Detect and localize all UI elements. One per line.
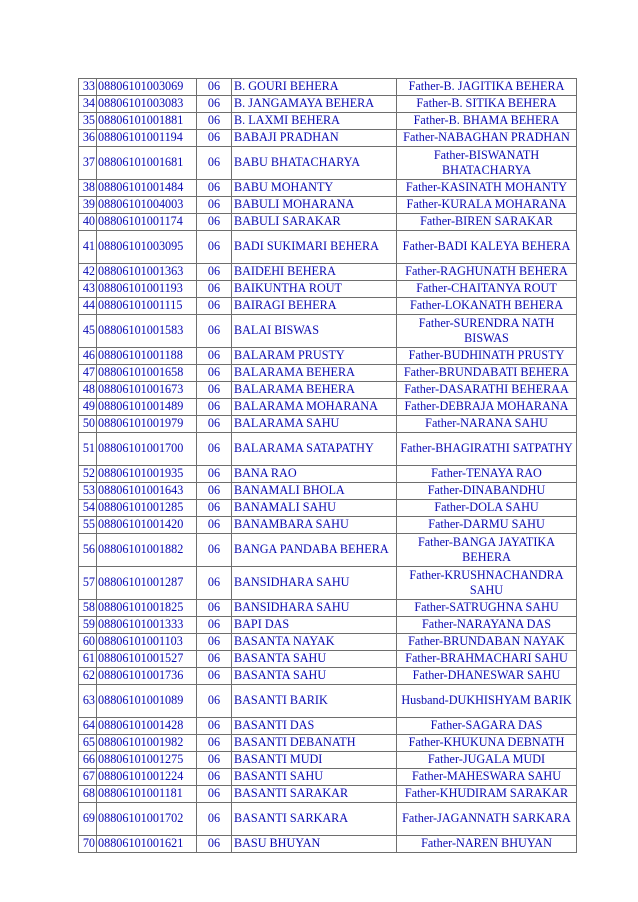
- beneficiary-code-cell: 08806101001420: [97, 517, 197, 534]
- beneficiary-code-cell: 08806101001428: [97, 718, 197, 735]
- beneficiary-name-cell: BABAJI PRADHAN: [232, 130, 397, 147]
- district-code-cell: 06: [197, 534, 232, 567]
- table-row: [79, 348, 577, 365]
- guardian-name-cell: Father-DHANESWAR SAHU: [397, 668, 577, 685]
- serial-number-cell: 53: [79, 483, 97, 500]
- beneficiary-code-cell: 08806101001825: [97, 600, 197, 617]
- beneficiary-name-cell: B. LAXMI BEHERA: [232, 113, 397, 130]
- serial-number-cell: 68: [79, 786, 97, 803]
- beneficiary-name-cell: BANSIDHARA SAHU: [232, 567, 397, 600]
- district-code-cell: 06: [197, 197, 232, 214]
- district-code-cell: 06: [197, 315, 232, 348]
- table-row: [79, 365, 577, 382]
- guardian-name-cell: Father-NARANA SAHU: [397, 416, 577, 433]
- serial-number-cell: 49: [79, 399, 97, 416]
- guardian-name-cell: Father-KRUSHNACHANDRA SAHU: [397, 567, 577, 600]
- beneficiary-name-cell: BASU BHUYAN: [232, 836, 397, 853]
- beneficiary-name-cell: B. JANGAMAYA BEHERA: [232, 96, 397, 113]
- beneficiary-name-cell: BALARAMA SAHU: [232, 416, 397, 433]
- guardian-name-cell: Father-DOLA SAHU: [397, 500, 577, 517]
- serial-number-cell: 70: [79, 836, 97, 853]
- beneficiary-code-cell: 08806101001224: [97, 769, 197, 786]
- district-code-cell: 06: [197, 752, 232, 769]
- beneficiary-name-cell: BALARAMA SATAPATHY: [232, 433, 397, 466]
- district-code-cell: 06: [197, 466, 232, 483]
- guardian-name-cell: Father-NABAGHAN PRADHAN: [397, 130, 577, 147]
- beneficiary-name-cell: BALARAM PRUSTY: [232, 348, 397, 365]
- beneficiary-code-cell: 08806101001174: [97, 214, 197, 231]
- guardian-name-cell: Father-CHAITANYA ROUT: [397, 281, 577, 298]
- district-code-cell: 06: [197, 180, 232, 197]
- district-code-cell: 06: [197, 517, 232, 534]
- serial-number-cell: 39: [79, 197, 97, 214]
- beneficiary-name-cell: BASANTA SAHU: [232, 668, 397, 685]
- district-code-cell: 06: [197, 365, 232, 382]
- beneficiary-code-cell: 08806101001188: [97, 348, 197, 365]
- guardian-name-cell: Father-DARMU SAHU: [397, 517, 577, 534]
- beneficiary-code-cell: 08806101001103: [97, 634, 197, 651]
- beneficiary-code-cell: 08806101001935: [97, 466, 197, 483]
- table-row: [79, 668, 577, 685]
- beneficiary-code-cell: 08806101001115: [97, 298, 197, 315]
- table-row: [79, 315, 577, 348]
- serial-number-cell: 42: [79, 264, 97, 281]
- district-code-cell: 06: [197, 399, 232, 416]
- table-row: [79, 803, 577, 836]
- table-row: [79, 79, 577, 96]
- beneficiary-name-cell: BALAI BISWAS: [232, 315, 397, 348]
- district-code-cell: 06: [197, 500, 232, 517]
- beneficiary-name-cell: BANAMBARA SAHU: [232, 517, 397, 534]
- beneficiary-code-cell: 08806101001194: [97, 130, 197, 147]
- beneficiary-name-cell: BAIDEHI BEHERA: [232, 264, 397, 281]
- table-row: [79, 433, 577, 466]
- serial-number-cell: 36: [79, 130, 97, 147]
- serial-number-cell: 69: [79, 803, 97, 836]
- beneficiary-name-cell: BANGA PANDABA BEHERA: [232, 534, 397, 567]
- beneficiary-code-cell: 08806101001527: [97, 651, 197, 668]
- guardian-name-cell: Father-KHUKUNA DEBNATH: [397, 735, 577, 752]
- guardian-name-cell: Father-JAGANNATH SARKARA: [397, 803, 577, 836]
- serial-number-cell: 60: [79, 634, 97, 651]
- district-code-cell: 06: [197, 786, 232, 803]
- guardian-name-cell: Father-BRUNDABAN NAYAK: [397, 634, 577, 651]
- guardian-name-cell: Father-B. JAGITIKA BEHERA: [397, 79, 577, 96]
- district-code-cell: 06: [197, 231, 232, 264]
- beneficiary-name-cell: BASANTI SAHU: [232, 769, 397, 786]
- serial-number-cell: 56: [79, 534, 97, 567]
- guardian-name-cell: Father-B. BHAMA BEHERA: [397, 113, 577, 130]
- district-code-cell: 06: [197, 433, 232, 466]
- district-code-cell: 06: [197, 634, 232, 651]
- serial-number-cell: 48: [79, 382, 97, 399]
- district-code-cell: 06: [197, 96, 232, 113]
- table-row: [79, 113, 577, 130]
- beneficiary-name-cell: BANAMALI SAHU: [232, 500, 397, 517]
- district-code-cell: 06: [197, 718, 232, 735]
- beneficiary-code-cell: 08806101001484: [97, 180, 197, 197]
- guardian-name-cell: Father-BADI KALEYA BEHERA: [397, 231, 577, 264]
- beneficiary-code-cell: 08806101001333: [97, 617, 197, 634]
- guardian-name-cell: Father-BIREN SARAKAR: [397, 214, 577, 231]
- serial-number-cell: 43: [79, 281, 97, 298]
- table-row: [79, 214, 577, 231]
- table-row: [79, 180, 577, 197]
- beneficiary-code-cell: 08806101003069: [97, 79, 197, 96]
- district-code-cell: 06: [197, 836, 232, 853]
- guardian-name-cell: Father-DINABANDHU: [397, 483, 577, 500]
- beneficiary-name-cell: BASANTI DAS: [232, 718, 397, 735]
- table-row: [79, 634, 577, 651]
- district-code-cell: 06: [197, 617, 232, 634]
- district-code-cell: 06: [197, 685, 232, 718]
- table-row: [79, 399, 577, 416]
- serial-number-cell: 46: [79, 348, 97, 365]
- beneficiary-code-cell: 08806101001287: [97, 567, 197, 600]
- table-row: [79, 617, 577, 634]
- beneficiary-code-cell: 08806101003095: [97, 231, 197, 264]
- district-code-cell: 06: [197, 348, 232, 365]
- beneficiary-code-cell: 08806101001700: [97, 433, 197, 466]
- beneficiary-name-cell: BAIRAGI BEHERA: [232, 298, 397, 315]
- district-code-cell: 06: [197, 264, 232, 281]
- table-row: [79, 517, 577, 534]
- beneficiary-code-cell: 08806101001489: [97, 399, 197, 416]
- guardian-name-cell: Father-DEBRAJA MOHARANA: [397, 399, 577, 416]
- table-row: [79, 718, 577, 735]
- beneficiary-code-cell: 08806101001193: [97, 281, 197, 298]
- table-row: [79, 836, 577, 853]
- beneficiary-code-cell: 08806101004003: [97, 197, 197, 214]
- serial-number-cell: 61: [79, 651, 97, 668]
- beneficiary-table-body: [79, 79, 577, 853]
- beneficiary-code-cell: 08806101001736: [97, 668, 197, 685]
- serial-number-cell: 67: [79, 769, 97, 786]
- district-code-cell: 06: [197, 147, 232, 180]
- guardian-name-cell: Father-NAREN BHUYAN: [397, 836, 577, 853]
- beneficiary-code-cell: 08806101001673: [97, 382, 197, 399]
- table-row: [79, 769, 577, 786]
- serial-number-cell: 34: [79, 96, 97, 113]
- table-row: [79, 281, 577, 298]
- beneficiary-name-cell: B. GOURI BEHERA: [232, 79, 397, 96]
- serial-number-cell: 59: [79, 617, 97, 634]
- table-row: [79, 651, 577, 668]
- district-code-cell: 06: [197, 281, 232, 298]
- table-row: [79, 466, 577, 483]
- beneficiary-name-cell: BAPI DAS: [232, 617, 397, 634]
- district-code-cell: 06: [197, 769, 232, 786]
- serial-number-cell: 50: [79, 416, 97, 433]
- serial-number-cell: 35: [79, 113, 97, 130]
- table-row: [79, 147, 577, 180]
- district-code-cell: 06: [197, 600, 232, 617]
- guardian-name-cell: Father-BUDHINATH PRUSTY: [397, 348, 577, 365]
- table-row: [79, 197, 577, 214]
- serial-number-cell: 63: [79, 685, 97, 718]
- beneficiary-code-cell: 08806101001621: [97, 836, 197, 853]
- serial-number-cell: 65: [79, 735, 97, 752]
- beneficiary-name-cell: BASANTI BARIK: [232, 685, 397, 718]
- beneficiary-name-cell: BASANTI MUDI: [232, 752, 397, 769]
- serial-number-cell: 52: [79, 466, 97, 483]
- beneficiary-table: [78, 78, 577, 853]
- beneficiary-code-cell: 08806101001979: [97, 416, 197, 433]
- beneficiary-name-cell: BALARAMA BEHERA: [232, 365, 397, 382]
- serial-number-cell: 44: [79, 298, 97, 315]
- beneficiary-code-cell: 08806101001681: [97, 147, 197, 180]
- table-row: [79, 786, 577, 803]
- beneficiary-name-cell: BALARAMA BEHERA: [232, 382, 397, 399]
- guardian-name-cell: Father-BANGA JAYATIKA BEHERA: [397, 534, 577, 567]
- table-row: [79, 534, 577, 567]
- district-code-cell: 06: [197, 735, 232, 752]
- beneficiary-name-cell: BABULI SARAKAR: [232, 214, 397, 231]
- guardian-name-cell: Husband-DUKHISHYAM BARIK: [397, 685, 577, 718]
- beneficiary-code-cell: 08806101001882: [97, 534, 197, 567]
- serial-number-cell: 62: [79, 668, 97, 685]
- beneficiary-code-cell: 08806101001181: [97, 786, 197, 803]
- table-row: [79, 96, 577, 113]
- guardian-name-cell: Father-SURENDRA NATH BISWAS: [397, 315, 577, 348]
- serial-number-cell: 57: [79, 567, 97, 600]
- beneficiary-code-cell: 08806101001285: [97, 500, 197, 517]
- beneficiary-name-cell: BALARAMA MOHARANA: [232, 399, 397, 416]
- table-row: [79, 567, 577, 600]
- beneficiary-name-cell: BASANTA NAYAK: [232, 634, 397, 651]
- guardian-name-cell: Father-KURALA MOHARANA: [397, 197, 577, 214]
- beneficiary-name-cell: BANAMALI BHOLA: [232, 483, 397, 500]
- serial-number-cell: 37: [79, 147, 97, 180]
- beneficiary-name-cell: BASANTI SARKARA: [232, 803, 397, 836]
- serial-number-cell: 45: [79, 315, 97, 348]
- guardian-name-cell: Father-TENAYA RAO: [397, 466, 577, 483]
- table-row: [79, 685, 577, 718]
- district-code-cell: 06: [197, 668, 232, 685]
- beneficiary-code-cell: 08806101001643: [97, 483, 197, 500]
- guardian-name-cell: Father-JUGALA MUDI: [397, 752, 577, 769]
- beneficiary-code-cell: 08806101001702: [97, 803, 197, 836]
- serial-number-cell: 66: [79, 752, 97, 769]
- beneficiary-name-cell: BAIKUNTHA ROUT: [232, 281, 397, 298]
- beneficiary-code-cell: 08806101001583: [97, 315, 197, 348]
- table-row: [79, 264, 577, 281]
- table-row: [79, 231, 577, 264]
- table-row: [79, 382, 577, 399]
- guardian-name-cell: Father-BISWANATH BHATACHARYA: [397, 147, 577, 180]
- serial-number-cell: 38: [79, 180, 97, 197]
- serial-number-cell: 58: [79, 600, 97, 617]
- district-code-cell: 06: [197, 298, 232, 315]
- district-code-cell: 06: [197, 567, 232, 600]
- guardian-name-cell: Father-KASINATH MOHANTY: [397, 180, 577, 197]
- beneficiary-code-cell: 08806101001982: [97, 735, 197, 752]
- serial-number-cell: 41: [79, 231, 97, 264]
- guardian-name-cell: Father-RAGHUNATH BEHERA: [397, 264, 577, 281]
- serial-number-cell: 33: [79, 79, 97, 96]
- guardian-name-cell: Father-B. SITIKA BEHERA: [397, 96, 577, 113]
- district-code-cell: 06: [197, 651, 232, 668]
- guardian-name-cell: Father-BRUNDABATI BEHERA: [397, 365, 577, 382]
- serial-number-cell: 51: [79, 433, 97, 466]
- guardian-name-cell: Father-KHUDIRAM SARAKAR: [397, 786, 577, 803]
- table-row: [79, 416, 577, 433]
- beneficiary-name-cell: BABU MOHANTY: [232, 180, 397, 197]
- guardian-name-cell: Father-SAGARA DAS: [397, 718, 577, 735]
- beneficiary-name-cell: BABULI MOHARANA: [232, 197, 397, 214]
- beneficiary-name-cell: BANSIDHARA SAHU: [232, 600, 397, 617]
- beneficiary-name-cell: BASANTA SAHU: [232, 651, 397, 668]
- beneficiary-code-cell: 08806101001089: [97, 685, 197, 718]
- serial-number-cell: 47: [79, 365, 97, 382]
- table-row: [79, 483, 577, 500]
- serial-number-cell: 54: [79, 500, 97, 517]
- district-code-cell: 06: [197, 382, 232, 399]
- district-code-cell: 06: [197, 214, 232, 231]
- district-code-cell: 06: [197, 483, 232, 500]
- district-code-cell: 06: [197, 416, 232, 433]
- table-row: [79, 500, 577, 517]
- district-code-cell: 06: [197, 130, 232, 147]
- table-row: [79, 600, 577, 617]
- table-row: [79, 752, 577, 769]
- guardian-name-cell: Father-NARAYANA DAS: [397, 617, 577, 634]
- table-row: [79, 130, 577, 147]
- beneficiary-name-cell: BABU BHATACHARYA: [232, 147, 397, 180]
- guardian-name-cell: Father-BRAHMACHARI SAHU: [397, 651, 577, 668]
- guardian-name-cell: Father-DASARATHI BEHERAA: [397, 382, 577, 399]
- beneficiary-name-cell: BANA RAO: [232, 466, 397, 483]
- guardian-name-cell: Father-SATRUGHNA SAHU: [397, 600, 577, 617]
- serial-number-cell: 64: [79, 718, 97, 735]
- table-row: [79, 735, 577, 752]
- table-row: [79, 298, 577, 315]
- beneficiary-code-cell: 08806101001658: [97, 365, 197, 382]
- beneficiary-code-cell: 08806101001275: [97, 752, 197, 769]
- beneficiary-code-cell: 08806101001881: [97, 113, 197, 130]
- beneficiary-name-cell: BASANTI DEBANATH: [232, 735, 397, 752]
- district-code-cell: 06: [197, 79, 232, 96]
- serial-number-cell: 40: [79, 214, 97, 231]
- beneficiary-code-cell: 08806101003083: [97, 96, 197, 113]
- beneficiary-name-cell: BASANTI SARAKAR: [232, 786, 397, 803]
- guardian-name-cell: Father-BHAGIRATHI SATPATHY: [397, 433, 577, 466]
- beneficiary-name-cell: BADI SUKIMARI BEHERA: [232, 231, 397, 264]
- serial-number-cell: 55: [79, 517, 97, 534]
- beneficiary-code-cell: 08806101001363: [97, 264, 197, 281]
- guardian-name-cell: Father-MAHESWARA SAHU: [397, 769, 577, 786]
- district-code-cell: 06: [197, 803, 232, 836]
- guardian-name-cell: Father-LOKANATH BEHERA: [397, 298, 577, 315]
- district-code-cell: 06: [197, 113, 232, 130]
